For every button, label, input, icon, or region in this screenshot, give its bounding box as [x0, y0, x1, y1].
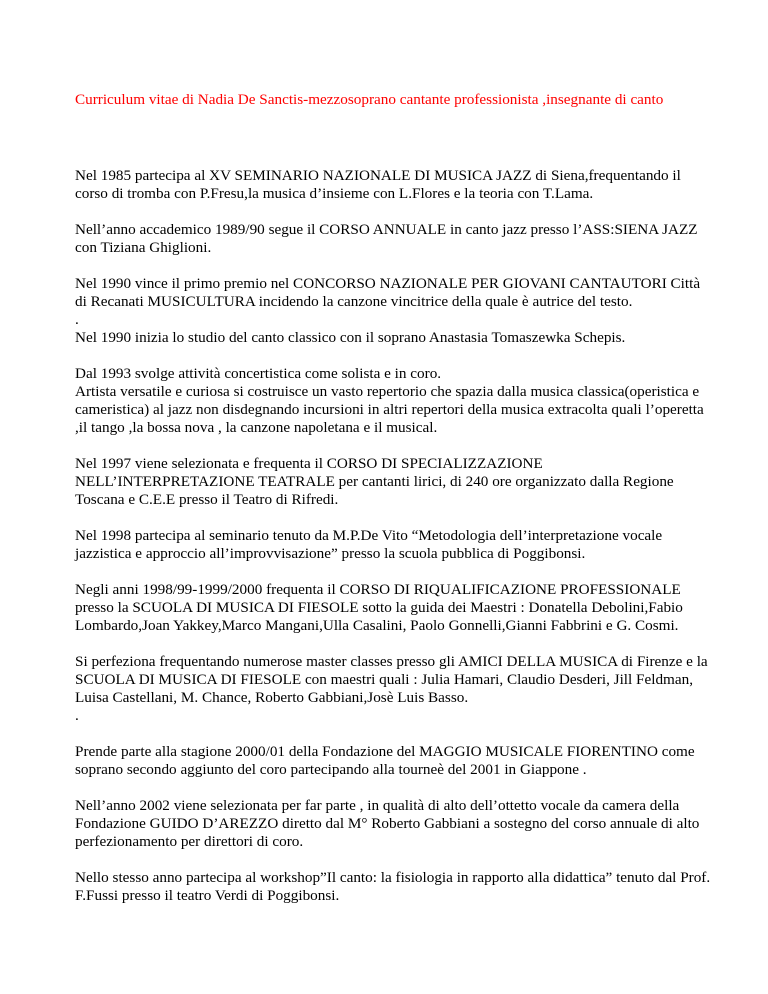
- paragraph-1985-seminar: Nel 1985 partecipa al XV SEMINARIO NAZIONALE DI MUSICA JAZZ di Siena,frequentando il corso di tromba con P.Fresu,la musica d’insieme con L.Flores e la teoria con T.Lama.: [75, 167, 681, 202]
- separator-dot: .: [75, 707, 79, 724]
- document-body: [75, 167, 715, 923]
- paragraph-1990-classical: Nel 1990 inizia lo studio del canto classico con il soprano Anastasia Tomaszewka Schepis.: [75, 329, 626, 346]
- document-title: Curriculum vitae di Nadia De Sanctis-mezzosoprano cantante professionista ,insegnante di canto: [75, 91, 664, 108]
- paragraph-1990-prize: Nel 1990 vince il primo premio nel CONCORSO NAZIONALE PER GIOVANI CANTAUTORI Città di Recanati MUSICULTURA incidendo la canzone vincitrice della quale è autrice del testo.: [75, 275, 701, 310]
- separator-dot: .: [75, 311, 79, 328]
- paragraph-master-classes: Si perfeziona frequentando numerose master classes presso gli AMICI DELLA MUSICA di Firenze e la SCUOLA DI MUSICA DI FIESOLE con maestri quali : Julia Hamari, Claudio Desderi, Jill Feldman, Luisa Castellani, M. Chance, Roberto Gabbiani,Josè Luis Basso.: [75, 653, 708, 706]
- paragraph-maggio-musicale: Prende parte alla stagione 2000/01 della Fondazione del MAGGIO MUSICALE FIORENTINO come soprano secondo aggiunto del coro partecipando alla tourneè del 2001 in Giappone .: [75, 743, 695, 778]
- paragraph-workshop: Nello stesso anno partecipa al workshop”Il canto: la fisiologia in rapporto alla didattica” tenuto dal Prof. F.Fussi presso il teatro Verdi di Poggibonsi.: [75, 869, 711, 904]
- paragraph-1989-course: Nell’anno accademico 1989/90 segue il CORSO ANNUALE in canto jazz presso l’ASS:SIENA JAZZ con Tiziana Ghiglioni.: [75, 221, 698, 256]
- paragraph-1997-specialization: Nel 1997 viene selezionata e frequenta il CORSO DI SPECIALIZZAZIONE NELL’INTERPRETAZIONE TEATRALE per cantanti lirici, di 240 ore organizzato dalla Regione Toscana e C.E.E presso il Teatro di Rifredi.: [75, 455, 674, 508]
- paragraph-2002-octet: Nell’anno 2002 viene selezionata per far parte , in qualità di alto dell’ottetto vocale da camera della Fondazione GUIDO D’AREZZO diretto dal M° Roberto Gabbiani a sostegno del corso annuale di alto perfezionamento per direttori di coro.: [75, 797, 700, 850]
- paragraph-versatile-artist: Artista versatile e curiosa si costruisce un vasto repertorio che spazia dalla musica classica(operistica e cameristica) al jazz non disdegnando incursioni in altri repertori della musica extracolta quali l’operetta ,il tango ,la bossa nova , la canzone napoletana e il musical.: [75, 383, 704, 436]
- paragraph-1998-seminar: Nel 1998 partecipa al seminario tenuto da M.P.De Vito “Metodologia dell’interpretazione vocale jazzistica e approccio all’improvvisazione” presso la scuola pubblica di Poggibonsi.: [75, 527, 663, 562]
- paragraph-1998-requalification: Negli anni 1998/99-1999/2000 frequenta il CORSO DI RIQUALIFICAZIONE PROFESSIONALE presso la SCUOLA DI MUSICA DI FIESOLE sotto la guida dei Maestri : Donatella Debolini,Fabio Lombardo,Joan Yakkey,Marco Mangani,Ulla Casalini, Paolo Gonnelli,Gianni Fabbrini e G. Cosmi.: [75, 581, 683, 634]
- paragraph-1993-concerts: Dal 1993 svolge attività concertistica come solista e in coro.: [75, 365, 442, 382]
